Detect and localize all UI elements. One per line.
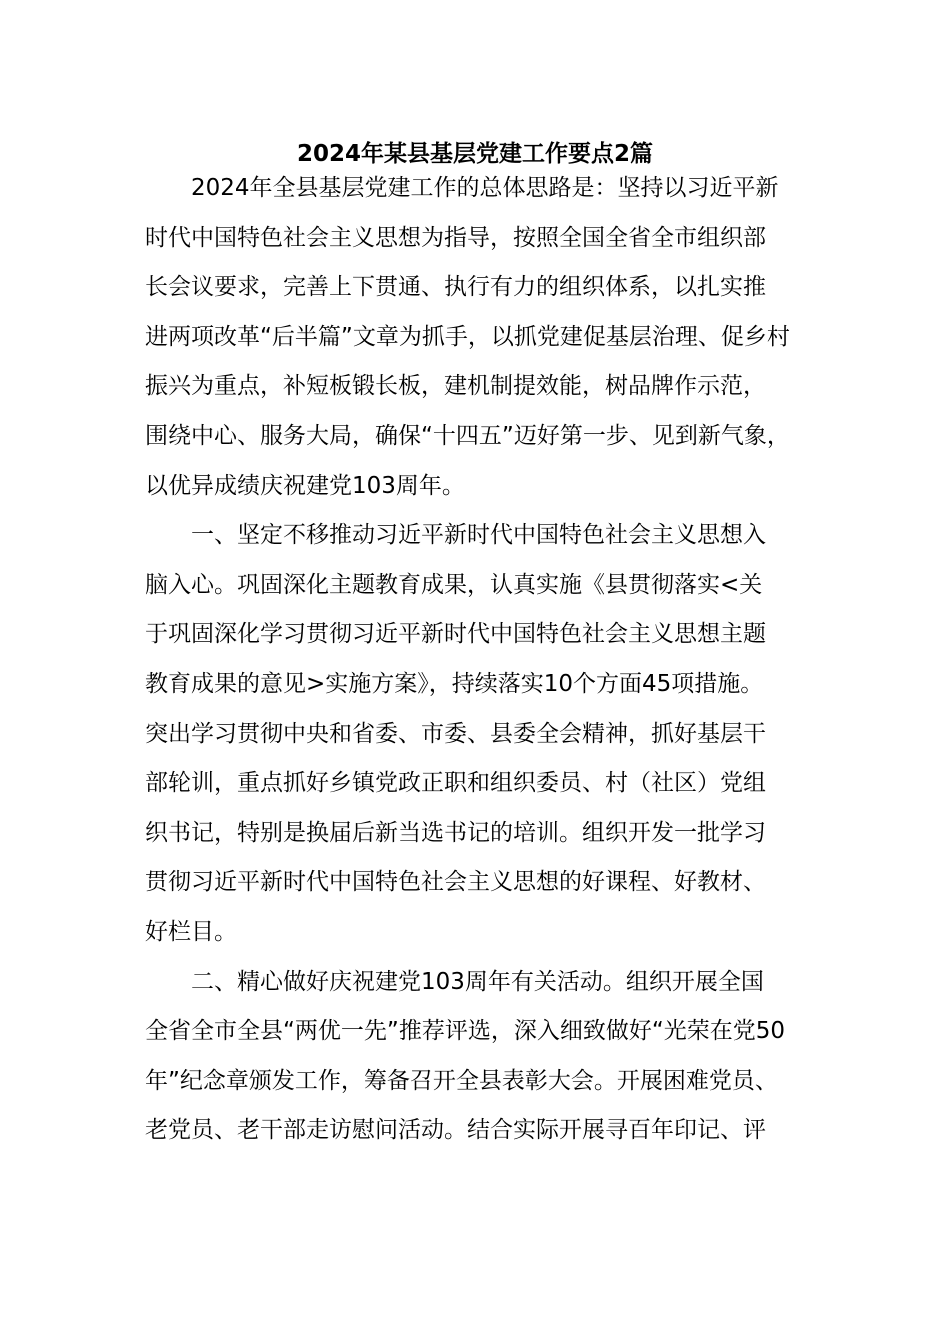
text-line: 二、精心做好庆祝建党103周年有关活动。组织开展全国 [191,968,764,995]
paragraph-overall-approach [145,164,810,511]
text-line: 2024年全县基层党建工作的总体思路是：坚持以习近平新 [191,175,779,201]
text-line: 时代中国特色社会主义思想为指导，按照全国全省全市组织部 [145,224,766,251]
text-line: 部轮训，重点抓好乡镇党政正职和组织委员、村（社区）党组 [145,770,766,797]
text-line: 突出学习贯彻中央和省委、市委、县委全会精神，抓好基层干 [145,720,766,747]
document-title: 2024年某县基层党建工作要点2篇 [296,141,654,167]
paragraph-section-two [145,958,810,1156]
text-line: 织书记，特别是换届后新当选书记的培训。组织开发一批学习 [145,819,766,846]
paragraph-section-one [145,511,810,957]
text-line: 好栏目。 [145,918,237,945]
text-line: 围绕中心、服务大局，确保“十四五”迈好第一步、见到新气象， [145,422,790,449]
text-line: 教育成果的意见>实施方案》，持续落实10个方面45项措施。 [145,670,764,697]
text-line: 全省全市全县“两优一先”推荐评选，深入细致做好“光荣在党50 [145,1018,786,1045]
text-line: 进两项改革“后半篇”文章为抓手，以抓党建促基层治理、促乡村 [145,323,790,350]
text-line: 脑入心。巩固深化主题教育成果，认真实施《县贯彻落实<关 [145,571,763,598]
text-line: 老党员、老干部走访慰问活动。结合实际开展寻百年印记、评 [145,1117,766,1144]
text-line: 长会议要求，完善上下贯通、执行有力的组织体系，以扎实推 [145,274,766,301]
text-line: 年”纪念章颁发工作，筹备召开全县表彰大会。开展困难党员、 [145,1067,778,1094]
text-line: 贯彻习近平新时代中国特色社会主义思想的好课程、好教材、 [145,869,766,896]
text-line: 一、坚定不移推动习近平新时代中国特色社会主义思想入 [191,522,766,549]
text-line: 于巩固深化学习贯彻习近平新时代中国特色社会主义思想主题 [145,621,766,648]
text-line: 振兴为重点，补短板锻长板，建机制提效能，树品牌作示范， [145,373,766,400]
document-body [145,164,810,1156]
text-line: 以优异成绩庆祝建党103周年。 [145,472,465,499]
